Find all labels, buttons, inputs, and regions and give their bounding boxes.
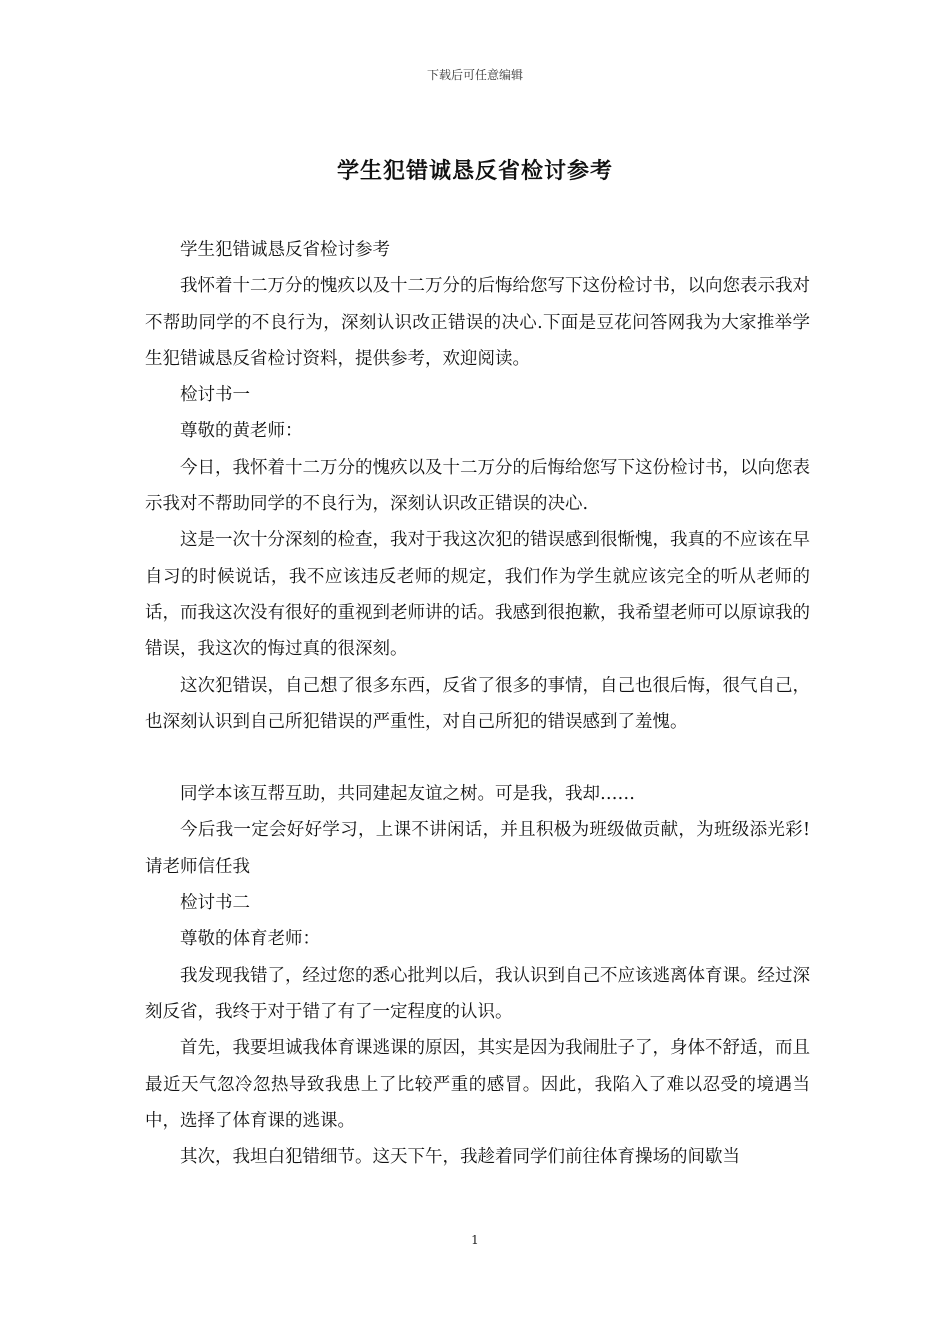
- salutation-one: 尊敬的黄老师：: [180, 421, 303, 442]
- section-heading-one: 检讨书一: [180, 385, 250, 406]
- paragraph: 这是一次十分深刻的检查，我对于我这次犯的错误感到很惭愧，我真的不应该在早自习的时候说话，我不应该违反老师的规定，我们作为学生就应该完全的听从老师的话，而我这次没有很好的重视到老师讲的话。我感到很抱歉，我希望老师可以原谅我的错误，我这次的悔过真的很深刻。: [145, 530, 810, 660]
- paragraph: 这次犯错误，自己想了很多东西，反省了很多的事情，自己也很后悔，很气自己，也深刻认识到自己所犯错误的严重性，对自己所犯的错误感到了羞愧。: [145, 675, 810, 732]
- document-body: [145, 232, 810, 1175]
- paragraph: 我发现我错了，经过您的悉心批判以后，我认识到自己不应该逃离体育课。经过深刻反省，我终于对于错了有了一定程度的认识。: [145, 965, 810, 1022]
- paragraph: 今后我一定会好好学习，上课不讲闲话，并且积极为班级做贡献，为班级添光彩!请老师信任我: [145, 820, 810, 877]
- paragraph: 其次，我坦白犯错细节。这天下午，我趁着同学们前往体育操场的间歇当: [180, 1147, 740, 1168]
- paragraph-intro: 我怀着十二万分的愧疚以及十二万分的后悔给您写下这份检讨书，以向您表示我对不帮助同学的不良行为，深刻认识改正错误的决心.下面是豆花问答网我为大家推举学生犯错诚恳反省检讨资料，提供参考，欢迎阅读。: [145, 276, 810, 369]
- header-note: 下载后可任意编辑: [426, 68, 523, 82]
- paragraph-subtitle: 学生犯错诚恳反省检讨参考: [180, 240, 390, 260]
- salutation-two: 尊敬的体育老师：: [180, 929, 320, 950]
- paragraph: 首先，我要坦诚我体育课逃课的原因，其实是因为我闹肚子了，身体不舒适，而且最近天气忽冷忽热导致我患上了比较严重的感冒。因此，我陷入了难以忍受的境遇当中，选择了体育课的逃课。: [145, 1038, 810, 1131]
- paragraph: 今日，我怀着十二万分的愧疚以及十二万分的后悔给您写下这份检讨书，以向您表示我对不帮助同学的不良行为，深刻认识改正错误的决心.: [145, 457, 810, 515]
- page-number: 1: [471, 1233, 479, 1247]
- section-heading-two: 检讨书二: [180, 893, 250, 914]
- document-title: 学生犯错诚恳反省检讨参考: [336, 158, 613, 184]
- paragraph: 同学本该互帮互助，共同建起友谊之树。可是我，我却……: [180, 784, 635, 805]
